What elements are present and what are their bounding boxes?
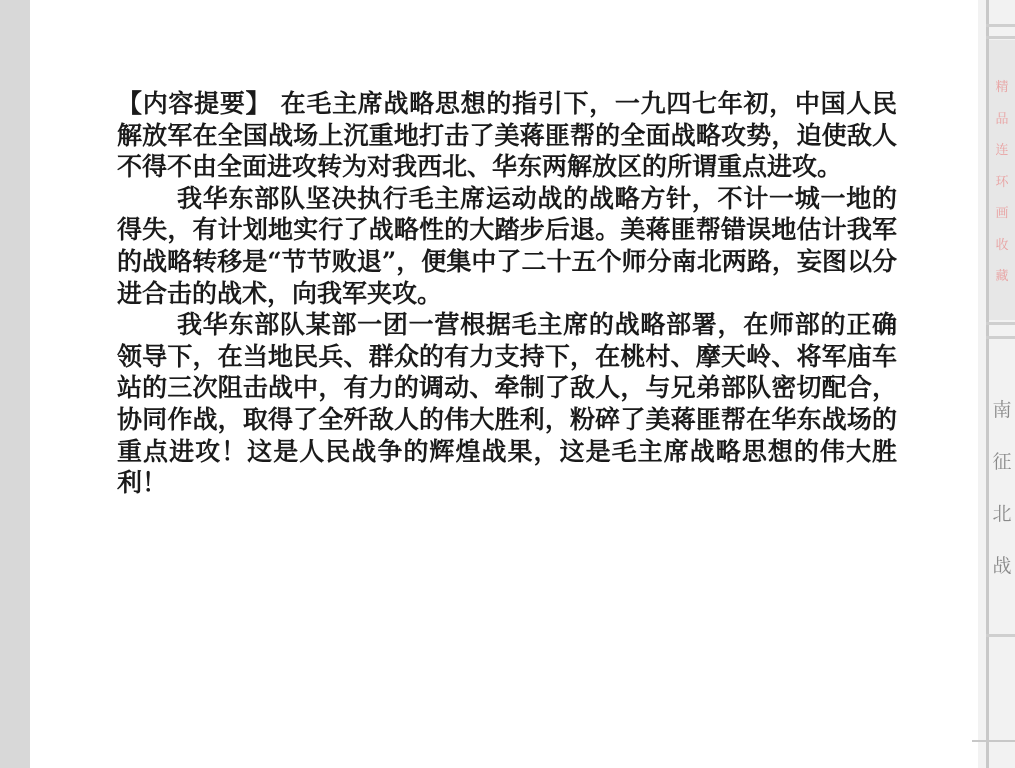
- sidebar-rule-title-top: [986, 336, 1015, 339]
- sidebar-rule-bottom: [972, 740, 1015, 742]
- collection-char-5: 画: [995, 206, 1009, 221]
- sidebar-rule-tab-top: [986, 36, 1015, 39]
- collection-char-2: 品: [995, 111, 1009, 127]
- collection-label: [989, 72, 1015, 293]
- book-title-label: [989, 384, 1015, 592]
- collection-char-1: 精: [995, 80, 1009, 95]
- title-char-2: 征: [992, 451, 1012, 473]
- title-char-4: 战: [992, 555, 1012, 577]
- collection-char-4: 环: [995, 174, 1009, 190]
- title-char-1: 南: [992, 399, 1012, 421]
- left-margin-strip: [0, 0, 30, 768]
- book-page: [30, 0, 978, 768]
- paragraph-strategy: 我华东部队坚决执行毛主席运动战的战略方针，不计一城一地的得失，有计划地实行了战略性的大踏步后退。美蒋匪帮错误地估计我军的战略转移是“节节败退”，便集中了二十五个师分南北两路，妄图以分进合击的战术，向我军夹攻。: [117, 183, 897, 308]
- sidebar-rule-tab-bottom: [986, 322, 1015, 325]
- paragraph-summary: 【内容提要】 在毛主席战略思想的指引下，一九四七年初，中国人民解放军在全国战场上沉重地打击了美蒋匪帮的全面战略攻势，迫使敌人不得不由全面进攻转为对我西北、华东两解放区的所谓重点进攻。: [117, 89, 897, 182]
- sidebar-rule-title-bottom: [986, 634, 1015, 637]
- summary-text-block: [117, 88, 897, 499]
- sidebar-rule-top: [986, 24, 1015, 27]
- collection-char-3: 连: [995, 143, 1009, 158]
- collection-char-6: 收: [995, 237, 1009, 253]
- title-char-3: 北: [992, 503, 1012, 525]
- collection-char-7: 藏: [995, 269, 1009, 284]
- paragraph-battle: 我华东部队某部一团一营根据毛主席的战略部署，在师部的正确领导下，在当地民兵、群众的有力支持下，在桃村、摩天岭、将军庙车站的三次阻击战中，有力的调动、牵制了敌人，与兄弟部队密切配合，协同作战，取得了全歼敌人的伟大胜利，粉碎了美蒋匪帮在华东战场的重点进攻！这是人民战争的辉煌战果，这是毛主席战略思想的伟大胜利！: [117, 310, 897, 498]
